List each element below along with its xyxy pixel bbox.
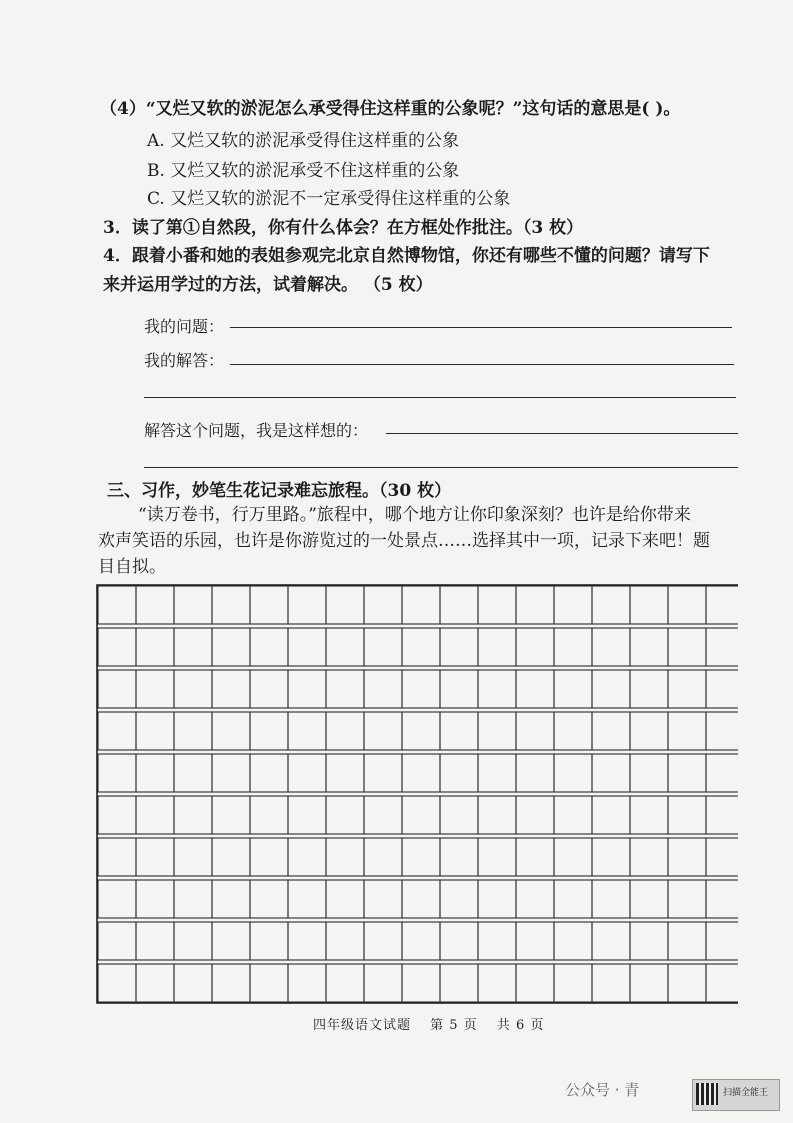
grid-cell[interactable]	[516, 670, 554, 708]
item-4-line-2: 来并运用学过的方法，试着解决。 （5 枚）	[103, 275, 433, 295]
grid-cell[interactable]	[554, 922, 592, 960]
grid-cell[interactable]	[630, 838, 668, 876]
grid-cell[interactable]	[250, 922, 288, 960]
grid-cell[interactable]	[250, 880, 288, 918]
grid-cell[interactable]	[212, 628, 250, 666]
grid-cell[interactable]	[478, 796, 516, 834]
grid-cell[interactable]	[516, 880, 554, 918]
grid-cell[interactable]	[402, 922, 440, 960]
grid-cell[interactable]	[326, 712, 364, 750]
grid-cell[interactable]	[98, 586, 136, 624]
grid-cell[interactable]	[516, 964, 554, 1002]
grid-cell[interactable]	[364, 628, 402, 666]
grid-cell[interactable]	[630, 586, 668, 624]
grid-cell[interactable]	[668, 586, 706, 624]
grid-cell[interactable]	[630, 796, 668, 834]
grid-cell[interactable]	[250, 628, 288, 666]
grid-cell[interactable]	[212, 796, 250, 834]
grid-cell[interactable]	[440, 964, 478, 1002]
thinking-label: 解答这个问题，我是这样想的：	[144, 421, 369, 440]
grid-cell[interactable]	[250, 586, 288, 624]
thinking-line-1[interactable]	[386, 433, 738, 434]
grid-cell[interactable]	[440, 628, 478, 666]
grid-cell[interactable]	[440, 586, 478, 624]
grid-cell[interactable]	[364, 796, 402, 834]
grid-cell[interactable]	[174, 922, 212, 960]
my-answer-line-1[interactable]	[230, 364, 734, 365]
grid-cell[interactable]	[288, 796, 326, 834]
option-c: C. 又烂又软的淤泥不一定承受得住这样重的公象	[147, 189, 511, 209]
grid-cell[interactable]	[288, 586, 326, 624]
grid-cell[interactable]	[478, 586, 516, 624]
grid-cell[interactable]	[98, 712, 136, 750]
grid-cell[interactable]	[212, 964, 250, 1002]
grid-cell[interactable]	[136, 628, 174, 666]
grid-cell[interactable]	[554, 586, 592, 624]
grid-cell[interactable]	[554, 964, 592, 1002]
grid-cell[interactable]	[402, 712, 440, 750]
grid-cell[interactable]	[630, 964, 668, 1002]
grid-cell[interactable]	[478, 628, 516, 666]
grid-cell[interactable]	[174, 670, 212, 708]
grid-cell[interactable]	[212, 712, 250, 750]
footer-total: 共 6 页	[496, 1018, 545, 1033]
my-answer-label: 我的解答：	[144, 351, 225, 370]
grid-cell[interactable]	[402, 670, 440, 708]
grid-cell[interactable]	[136, 712, 174, 750]
grid-cell[interactable]	[212, 880, 250, 918]
grid-cell[interactable]	[630, 628, 668, 666]
grid-cell[interactable]	[630, 670, 668, 708]
grid-frame	[97, 585, 738, 1003]
qr-code-icon	[696, 1083, 718, 1105]
grid-cell[interactable]	[98, 838, 136, 876]
grid-cell[interactable]	[136, 670, 174, 708]
grid-cell[interactable]	[136, 964, 174, 1002]
grid-cell[interactable]	[440, 670, 478, 708]
grid-cell[interactable]	[326, 796, 364, 834]
footer-page: 第 5 页	[430, 1018, 478, 1033]
qr-badge	[692, 1079, 780, 1111]
grid-cell[interactable]	[212, 922, 250, 960]
grid-cell[interactable]	[98, 754, 136, 792]
grid-cell[interactable]	[250, 670, 288, 708]
grid-cell[interactable]	[402, 964, 440, 1002]
item-3: 3．读了第①自然段，你有什么体会？在方框处作批注。（3 枚）	[103, 218, 584, 238]
grid-cell[interactable]	[440, 712, 478, 750]
grid-cell[interactable]	[364, 838, 402, 876]
composition-prompt-line-3: 目自拟。	[98, 557, 166, 577]
grid-cell[interactable]	[402, 880, 440, 918]
grid-cell[interactable]	[326, 838, 364, 876]
grid-cell[interactable]	[174, 796, 212, 834]
grid-cell[interactable]	[440, 922, 478, 960]
grid-cell[interactable]	[402, 838, 440, 876]
grid-cell[interactable]	[98, 964, 136, 1002]
grid-cell[interactable]	[554, 670, 592, 708]
grid-cell[interactable]	[706, 880, 738, 918]
grid-cell[interactable]	[592, 628, 630, 666]
grid-cell[interactable]	[326, 754, 364, 792]
grid-cell[interactable]	[706, 838, 738, 876]
grid-cell[interactable]	[250, 796, 288, 834]
grid-cell[interactable]	[364, 754, 402, 792]
option-a: A. 又烂又软的淤泥承受得住这样重的公象	[147, 131, 460, 151]
grid-cell[interactable]	[554, 880, 592, 918]
grid-cell[interactable]	[668, 754, 706, 792]
grid-cell[interactable]	[706, 712, 738, 750]
my-question-line[interactable]	[230, 327, 732, 328]
grid-cell[interactable]	[98, 796, 136, 834]
grid-cell[interactable]	[668, 796, 706, 834]
grid-cell[interactable]	[592, 964, 630, 1002]
grid-cell[interactable]	[364, 670, 402, 708]
grid-cell[interactable]	[326, 670, 364, 708]
grid-cell[interactable]	[668, 838, 706, 876]
grid-cell[interactable]	[516, 628, 554, 666]
grid-cell[interactable]	[516, 586, 554, 624]
grid-cell[interactable]	[402, 628, 440, 666]
writing-grid[interactable]	[96, 584, 738, 1004]
grid-cell[interactable]	[136, 880, 174, 918]
grid-cell[interactable]	[288, 670, 326, 708]
grid-cell[interactable]	[592, 922, 630, 960]
grid-cell[interactable]	[668, 922, 706, 960]
grid-cell[interactable]	[174, 838, 212, 876]
grid-cell[interactable]	[668, 670, 706, 708]
grid-cell[interactable]	[326, 880, 364, 918]
grid-cell[interactable]	[364, 964, 402, 1002]
my-question-label: 我的问题：	[144, 317, 225, 336]
grid-cell[interactable]	[288, 922, 326, 960]
grid-cell[interactable]	[554, 838, 592, 876]
grid-cell[interactable]	[136, 754, 174, 792]
grid-cell[interactable]	[402, 586, 440, 624]
grid-cell[interactable]	[478, 838, 516, 876]
grid-cell[interactable]	[516, 712, 554, 750]
grid-cell[interactable]	[706, 796, 738, 834]
grid-cell[interactable]	[592, 838, 630, 876]
writing-grid-svg	[96, 584, 738, 1004]
grid-cell[interactable]	[516, 754, 554, 792]
grid-cell[interactable]	[592, 586, 630, 624]
grid-cell[interactable]	[706, 670, 738, 708]
grid-cell[interactable]	[174, 754, 212, 792]
footer-subject: 四年级语文试题	[313, 1018, 412, 1033]
grid-cell[interactable]	[136, 586, 174, 624]
grid-cell[interactable]	[326, 964, 364, 1002]
grid-cell[interactable]	[554, 628, 592, 666]
grid-cell[interactable]	[592, 880, 630, 918]
grid-cell[interactable]	[630, 880, 668, 918]
page-footer	[313, 1014, 558, 1033]
grid-cell[interactable]	[706, 922, 738, 960]
grid-cell[interactable]	[440, 796, 478, 834]
grid-cell[interactable]	[592, 754, 630, 792]
grid-cell[interactable]	[364, 586, 402, 624]
grid-cell[interactable]	[288, 964, 326, 1002]
grid-cell[interactable]	[478, 754, 516, 792]
grid-cell[interactable]	[630, 754, 668, 792]
my-answer-line-2[interactable]	[144, 397, 736, 398]
composition-prompt-line-1: “读万卷书，行万里路。”旅程中，哪个地方让你印象深刻？也许是给你带来	[138, 505, 691, 525]
grid-cell[interactable]	[250, 964, 288, 1002]
grid-cell[interactable]	[288, 754, 326, 792]
option-b: B. 又烂又软的淤泥承受不住这样重的公象	[147, 161, 460, 181]
grid-cell[interactable]	[98, 922, 136, 960]
grid-cell[interactable]	[212, 838, 250, 876]
grid-cell[interactable]	[174, 964, 212, 1002]
grid-cell[interactable]	[174, 880, 212, 918]
grid-cell[interactable]	[326, 922, 364, 960]
grid-cell[interactable]	[288, 880, 326, 918]
grid-cell[interactable]	[440, 838, 478, 876]
grid-cell[interactable]	[402, 754, 440, 792]
section-3-title: 三、习作，妙笔生花记录难忘旅程。（30 枚）	[107, 481, 452, 501]
grid-cell[interactable]	[592, 712, 630, 750]
grid-cell[interactable]	[668, 712, 706, 750]
grid-cell[interactable]	[668, 880, 706, 918]
grid-cell[interactable]	[478, 880, 516, 918]
grid-cell[interactable]	[288, 628, 326, 666]
grid-cell[interactable]	[668, 964, 706, 1002]
grid-cell[interactable]	[706, 754, 738, 792]
grid-cell[interactable]	[288, 712, 326, 750]
grid-cell[interactable]	[516, 922, 554, 960]
grid-cell[interactable]	[592, 796, 630, 834]
grid-cell[interactable]	[212, 670, 250, 708]
grid-cell[interactable]	[516, 838, 554, 876]
composition-prompt-line-2: 欢声笑语的乐园，也许是你游览过的一处景点……选择其中一项，记录下来吧！题	[98, 531, 710, 551]
grid-cell[interactable]	[478, 670, 516, 708]
grid-cell[interactable]	[440, 880, 478, 918]
grid-cell[interactable]	[364, 880, 402, 918]
grid-cell[interactable]	[554, 796, 592, 834]
grid-cell[interactable]	[212, 754, 250, 792]
grid-cell[interactable]	[98, 880, 136, 918]
grid-cell[interactable]	[174, 586, 212, 624]
grid-cell[interactable]	[440, 754, 478, 792]
grid-cell[interactable]	[478, 712, 516, 750]
grid-cell[interactable]	[136, 796, 174, 834]
grid-cell[interactable]	[706, 628, 738, 666]
grid-cell[interactable]	[136, 838, 174, 876]
grid-cell[interactable]	[288, 838, 326, 876]
grid-cell[interactable]	[250, 754, 288, 792]
question-4-stem: （4）“又烂又软的淤泥怎么承受得住这样重的公象呢？”这句话的意思是( )。	[100, 99, 681, 119]
grid-cell[interactable]	[136, 922, 174, 960]
grid-cell[interactable]	[212, 586, 250, 624]
grid-cell[interactable]	[516, 796, 554, 834]
grid-cell[interactable]	[706, 964, 738, 1002]
grid-cell[interactable]	[554, 754, 592, 792]
grid-cell[interactable]	[174, 628, 212, 666]
item-4-line-1: 4．跟着小番和她的表姐参观完北京自然博物馆，你还有哪些不懂的问题？请写下	[103, 246, 710, 266]
grid-cell[interactable]	[706, 586, 738, 624]
grid-cell[interactable]	[592, 670, 630, 708]
grid-cell[interactable]	[250, 712, 288, 750]
grid-cell[interactable]	[174, 712, 212, 750]
grid-cell[interactable]	[98, 670, 136, 708]
grid-cell[interactable]	[668, 628, 706, 666]
grid-cell[interactable]	[364, 922, 402, 960]
grid-cell[interactable]	[554, 712, 592, 750]
grid-cell[interactable]	[250, 838, 288, 876]
grid-cell[interactable]	[364, 712, 402, 750]
qr-label: 扫描全能王	[723, 1088, 769, 1098]
grid-cell[interactable]	[630, 922, 668, 960]
grid-cell[interactable]	[326, 628, 364, 666]
grid-cell[interactable]	[478, 964, 516, 1002]
grid-cell[interactable]	[402, 796, 440, 834]
grid-cell[interactable]	[98, 628, 136, 666]
grid-cell[interactable]	[326, 586, 364, 624]
grid-cell[interactable]	[478, 922, 516, 960]
grid-cell[interactable]	[630, 712, 668, 750]
watermark-text: 公众号 · 青	[565, 1081, 640, 1099]
thinking-line-2[interactable]	[144, 467, 738, 468]
